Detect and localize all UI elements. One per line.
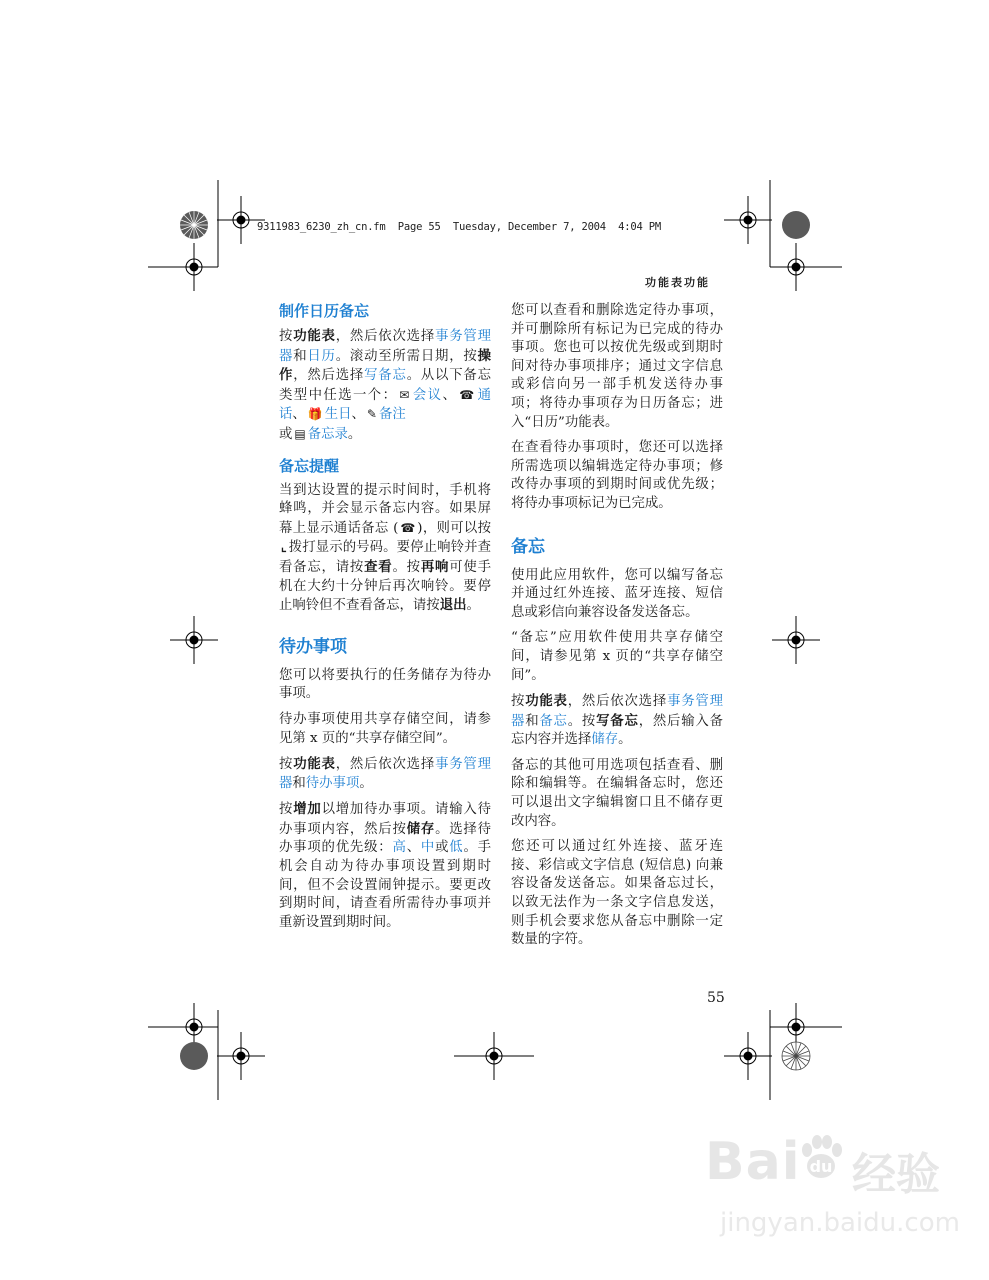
watermark-logo: Bai xyxy=(705,1132,801,1192)
paragraph-to-do-options: 您可以查看和删除选定待办事项，并可删除所有标记为已完成的待办事项。您也可以按优先级或到期时间对待办事项排序；通过文字信息或彩信向另一部手机发送待办事项；将待办事项存为日历备忘；进入“日历”功能表。 xyxy=(511,303,723,430)
link-make-note[interactable]: 写备忘 xyxy=(364,368,407,384)
paragraph-note-alarm: 当到达设置的提示时间时，手机将蜂鸣，并会显示备忘内容。如果屏幕上显示通话备忘 ( ☎ )，则可以按⌞ 拨打显示的号码。要停止响铃并查看备忘，请按查看。按再响可使手机在大约十分钟后再次响铃。要停止响铃但不查看备忘，请按退出。 xyxy=(279,482,492,614)
priority-high[interactable]: 高 xyxy=(392,840,407,856)
section-title-note-alarm: 备忘提醒 xyxy=(279,456,340,475)
file-info-line: 9311983_6230_zh_cn.fm Page 55 Tuesday, December 7, 2004 4:04 PM xyxy=(257,221,662,233)
option-meeting[interactable]: 会议 xyxy=(411,387,443,403)
svg-text:du: du xyxy=(809,1157,833,1176)
meeting-icon: ✉ xyxy=(399,387,410,402)
note-icon: ▤ xyxy=(294,426,306,441)
paragraph-notes-1: 使用此应用软件，您可以编写备忘并通过红外连接、蓝牙连接、短信息或彩信向兼容设备发送备忘。 xyxy=(511,567,723,620)
birthday-icon: 🎁 xyxy=(307,407,323,422)
priority-low[interactable]: 低 xyxy=(449,840,464,856)
paw-icon xyxy=(793,1130,849,1186)
priority-medium[interactable]: 中 xyxy=(420,840,436,856)
option-birthday[interactable]: 生日 xyxy=(324,407,352,423)
page-number: 55 xyxy=(707,990,725,1006)
link-notes[interactable]: 备忘 xyxy=(539,713,568,729)
call-icon: ☎ xyxy=(459,387,475,402)
paragraph-to-do-4: 按增加以增加待办事项。请输入待办事项内容，然后按储存。选择待办事项的优先级：高、中或低。手机会自动为待办事项设置到期时间，但不会设置闹钟提示。要更改到期时间，请查看所需待办事项并重新设置到期时间。 xyxy=(279,801,492,930)
paragraph-to-do-edit: 在查看待办事项时，您还可以选择所需选项以编辑选定待办事项；修改待办事项的到期时间或优先级；将待办事项标记为已完成。 xyxy=(511,440,723,511)
option-call[interactable]: 通话 xyxy=(279,387,492,423)
paragraph-notes-3: 按功能表，然后依次选择事务管理器和备忘。按写备忘，然后输入备忘内容并选择储存。 xyxy=(511,693,724,748)
link-save[interactable]: 储存 xyxy=(591,732,619,748)
paragraph-notes-4: 备忘的其他可用选项包括查看、删除和编辑等。在编辑备忘时，您还可以退出文字编辑窗口且不储存更改内容。 xyxy=(511,757,723,829)
call-icon: ☎ xyxy=(400,520,416,535)
paragraph-to-do-3: 按功能表，然后依次选择事务管理器和待办事项。 xyxy=(279,756,492,791)
paragraph-notes-2: “备忘”应用软件使用共享存储空间，请参见第 x 页的“共享存储空间”。 xyxy=(511,630,723,683)
paragraph-notes-5: 您还可以通过红外连接、蓝牙连接、彩信或文字信息 (短信息) 向兼容设备发送备忘。如果备忘过长，以致无法作为一条文字信息发送，则手机会要求您从备忘中删除一定数量的字符。 xyxy=(511,839,723,948)
option-memo[interactable]: 备注 xyxy=(378,407,406,423)
link-organiser[interactable]: 事务管理器 xyxy=(511,694,724,729)
watermark-brand: 经验 xyxy=(852,1149,940,1200)
paragraph-to-do-1: 您可以将要执行的任务储存为待办事项。 xyxy=(279,667,491,702)
section-title-to-do: 待办事项 xyxy=(279,636,347,657)
section-title-calendar-note: 制作日历备忘 xyxy=(279,302,370,320)
running-header: 功能表功能 xyxy=(645,276,710,289)
link-organiser[interactable]: 事务管理器 xyxy=(279,757,492,791)
memo-icon: ✎ xyxy=(366,407,377,422)
left-column xyxy=(279,302,491,939)
link-to-do-list[interactable]: 待办事项 xyxy=(305,775,360,791)
link-organiser[interactable]: 事务管理器 xyxy=(279,329,492,364)
watermark-url: jingyan.baidu.com xyxy=(720,1208,960,1238)
paragraph-calendar-note: 按功能表，然后依次选择事务管理器和日历。滚动至所需日期，按操作，然后选择写备忘。从以下备忘类型中任选一个： ✉ 会议、 ☎ 通话、 🎁 生日、 ✎ 备注 或 ▤ 备忘录。 xyxy=(279,328,492,442)
section-title-notes: 备忘 xyxy=(511,536,545,557)
link-calendar[interactable]: 日历 xyxy=(307,348,336,364)
right-column xyxy=(511,302,723,957)
option-reminder[interactable]: 备忘录 xyxy=(307,426,348,442)
send-key-icon: ⌞ xyxy=(281,540,287,555)
paragraph-to-do-2: 待办事项使用共享存储空间，请参见第 x 页的“共享存储空间”。 xyxy=(279,711,491,746)
